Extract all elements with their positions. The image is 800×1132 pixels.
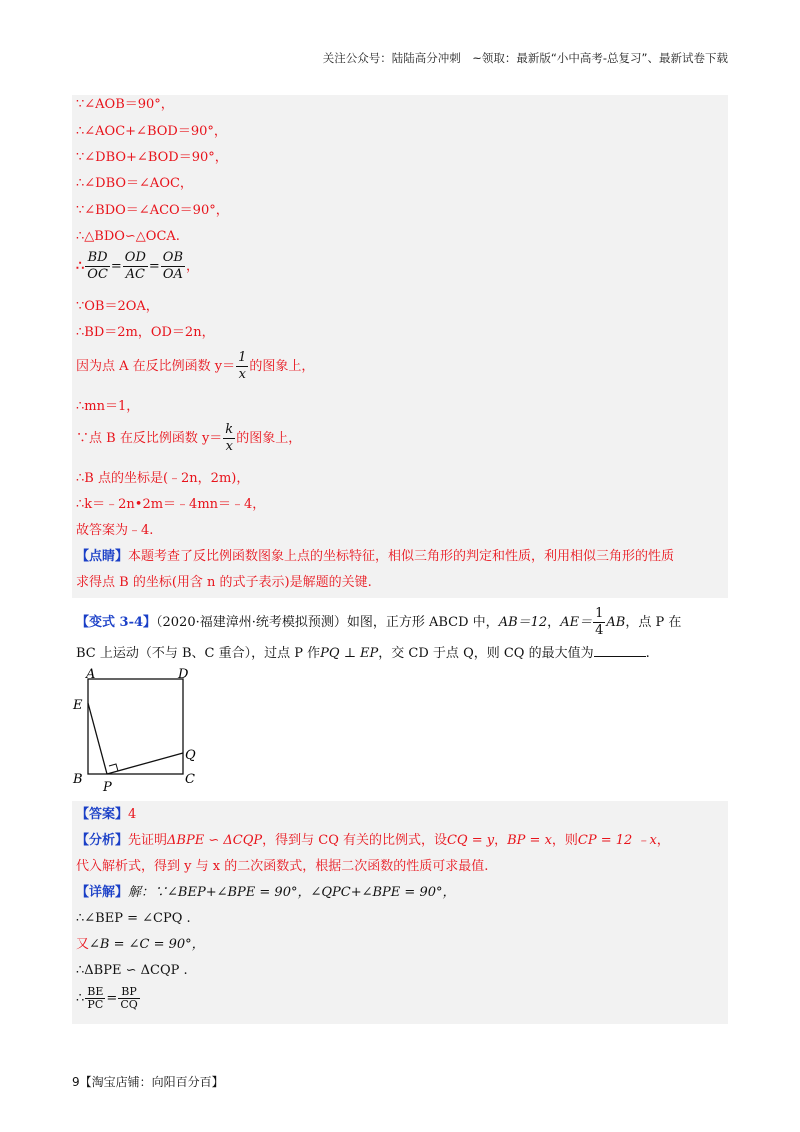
square-figure xyxy=(72,665,212,795)
detail-tag: 【详解】 xyxy=(76,885,129,900)
solution-line: ∵∠AOB＝90°， xyxy=(76,97,174,112)
solution-line: ∵∠DBO+∠BOD＝90°， xyxy=(76,150,228,165)
fraction: $\frac{1}{x}$ xyxy=(238,350,247,382)
solution-line: ∵∠BDO＝∠ACO＝90°， xyxy=(76,203,229,218)
segment-ep xyxy=(88,703,107,774)
solution-line: ∴∠AOC+∠BOD＝90°， xyxy=(76,124,227,139)
label-q: Q xyxy=(185,748,196,763)
comment-line: 【点睛】本题考查了反比例函数图象上点的坐标特征，相似三角形的判定和性质，利用相似三角形的性质 xyxy=(76,549,675,564)
variant-problem-line: 【变式 3-4】（2020·福建漳州·统考模拟预测）如图，正方形 ABCD 中，AB＝12，AE＝ $\frac{1}{4}$ AB，点 P 在 xyxy=(76,606,682,638)
fraction: $\frac{BE}{PC}$ xyxy=(87,985,104,1011)
label-a: A xyxy=(86,667,96,682)
variant-problem-line: BC 上运动（不与 B、C 重合），过点 P 作PQ ⊥ EP，交 CD 于点 Q，则 CQ 的最大值为 . xyxy=(76,646,650,661)
solution-line: ∴△BDO∽△OCA. xyxy=(76,229,180,244)
analysis-line: 【分析】先证明ΔBPE ∽ ΔCQP，得到与 CQ 有关的比例式，设CQ = y，BP = x，则CP = 12 ﹣x， xyxy=(76,833,670,848)
ratio-equation: ∴ $\frac{BD}{OC}$ = $\frac{OD}{AC}$ = $\frac{OB}{OA}$ ， xyxy=(76,250,200,282)
label-b: B xyxy=(73,772,83,787)
detail-line: ∴ΔBPE ∽ ΔCQP . xyxy=(76,963,188,978)
detail-ratio-line: ∴ $\frac{BE}{PC}$ = $\frac{BP}{CQ}$ xyxy=(76,985,138,1011)
page-header: 关注公众号：陆陆高分冲刺 ~领取：最新版“小中高考-总复习”、最新试卷下载 xyxy=(322,51,728,65)
label-e: E xyxy=(73,698,83,713)
comment-line: 求得点 B 的坐标(用含 n 的式子表示)是解题的关键. xyxy=(76,575,372,590)
analysis-tag: 【分析】 xyxy=(76,833,129,848)
fraction: $\frac{OB}{OA}$ xyxy=(162,250,184,282)
point-b-line: ∵点 B 在反比例函数 y＝ $\frac{k}{x}$ 的图象上， xyxy=(76,422,302,454)
variant-tag: 【变式 3-4】 xyxy=(76,615,157,630)
comment-tag: 【点睛】 xyxy=(76,549,129,564)
solution-line: ∵OB＝2OA， xyxy=(76,299,159,314)
page-footer xyxy=(72,1073,224,1090)
page-number: 9 xyxy=(72,1075,80,1089)
point-a-line: 因为点 A 在反比例函数 y＝ $\frac{1}{x}$ 的图象上， xyxy=(76,350,315,382)
detail-line: 【详解】解：∵∠BEP+∠BPE = 90°，∠QPC+∠BPE = 90°， xyxy=(76,885,456,900)
solution-block xyxy=(72,95,728,598)
footer-text: 【淘宝店铺：向阳百分百】 xyxy=(79,1075,224,1089)
detail-line: ∴∠BEP = ∠CPQ . xyxy=(76,911,191,926)
right-angle-mark xyxy=(109,764,118,771)
label-p: P xyxy=(103,780,112,795)
solution-line: ∴BD＝2m，OD＝2n， xyxy=(76,325,215,340)
fraction: $\frac{BD}{OC}$ xyxy=(87,250,108,282)
fraction: $\frac{k}{x}$ xyxy=(225,422,234,454)
solution-line: ∴k＝﹣2n•2m＝﹣4mn＝﹣4， xyxy=(76,497,266,512)
solution-line: ∴B 点的坐标是(﹣2n，2m)， xyxy=(76,471,250,486)
answer-blank xyxy=(594,644,646,657)
fraction: $\frac{1}{4}$ xyxy=(595,606,604,638)
solution-line: ∴∠DBO＝∠AOC， xyxy=(76,176,193,191)
label-d: D xyxy=(178,667,189,682)
answer-line: 【答案】4 xyxy=(76,807,137,822)
answer-tag: 【答案】 xyxy=(76,807,129,822)
fraction: $\frac{BP}{CQ}$ xyxy=(120,985,138,1011)
solution-line: 故答案为﹣4. xyxy=(76,523,154,538)
therefore-symbol: ∴ xyxy=(76,259,85,274)
square-abcd xyxy=(88,679,183,774)
fraction: $\frac{OD}{AC}$ xyxy=(124,250,146,282)
analysis-line: 代入解析式，得到 y 与 x 的二次函数式，根据二次函数的性质可求最值. xyxy=(76,859,489,874)
detail-line: 又∠B = ∠C = 90°， xyxy=(76,937,205,952)
solution-line: ∴mn＝1， xyxy=(76,399,140,414)
label-c: C xyxy=(185,772,195,787)
